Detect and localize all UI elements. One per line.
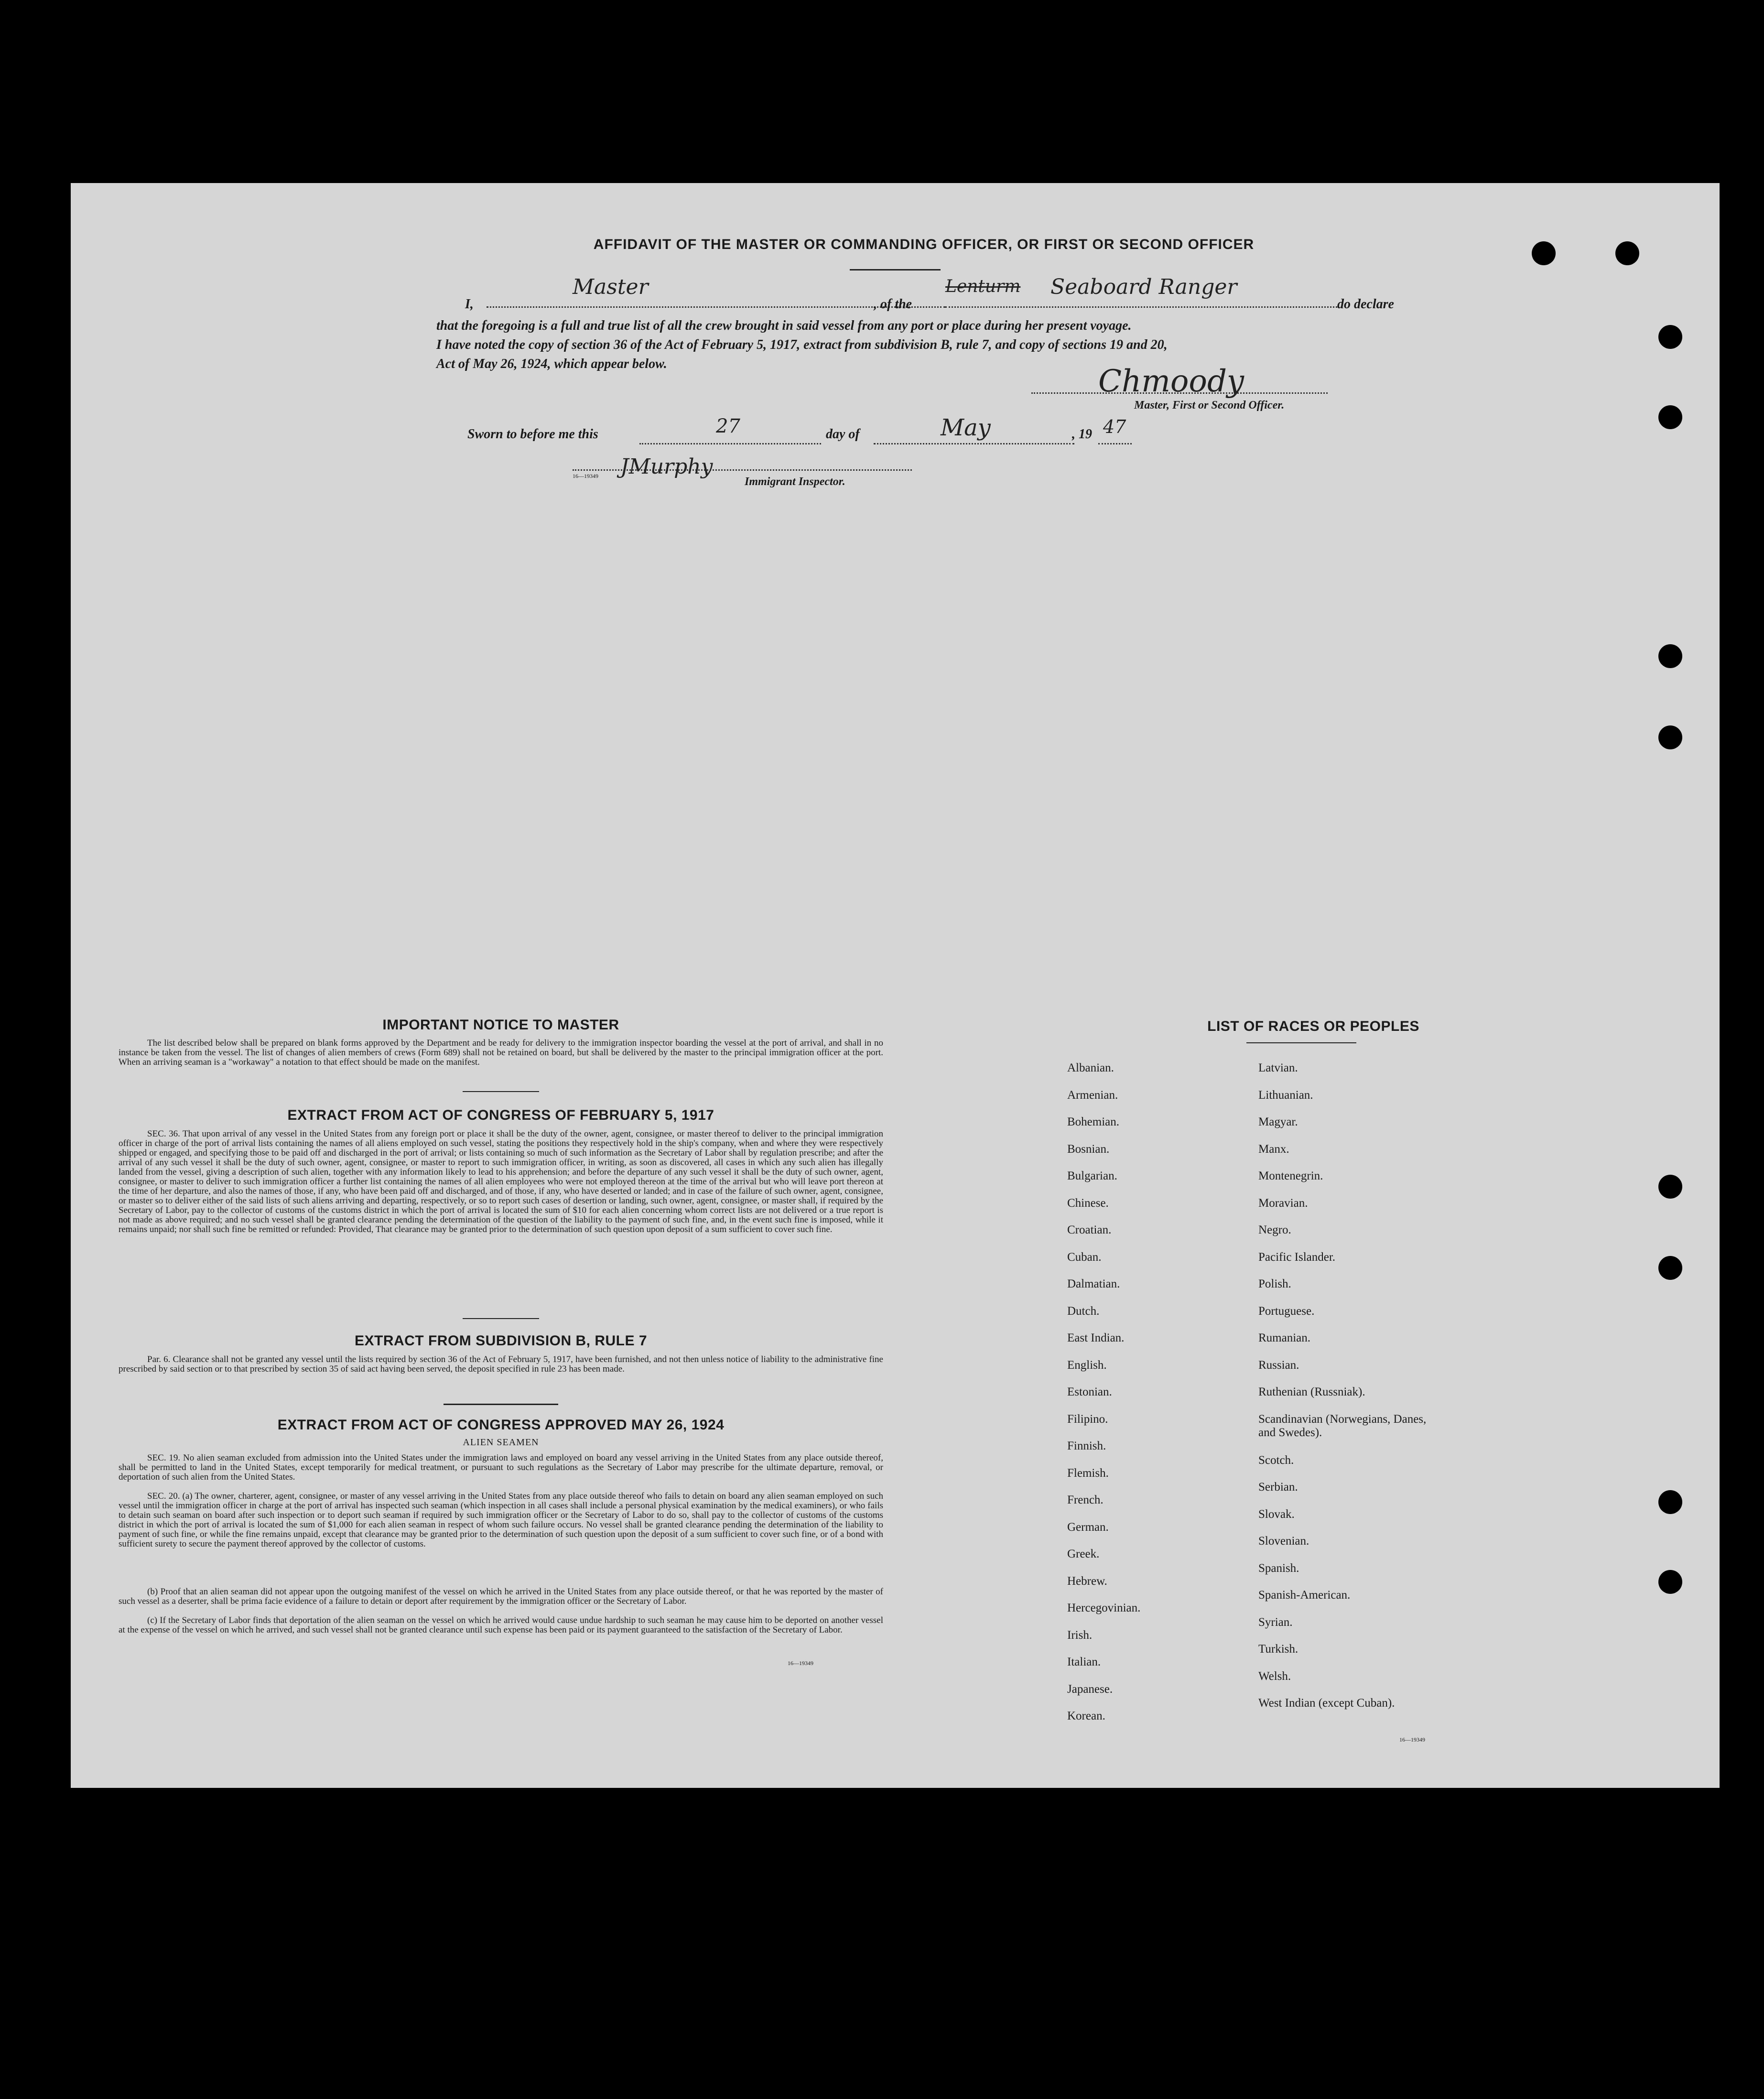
notice-title: IMPORTANT NOTICE TO MASTER <box>382 1017 619 1033</box>
punch-hole <box>1658 325 1682 349</box>
race-item: Hebrew. <box>1067 1574 1107 1588</box>
extract-form-number: 16—19349 <box>788 1660 813 1666</box>
race-item: Magyar. <box>1258 1115 1298 1128</box>
affidavit-form-number: 16—19349 <box>573 473 598 479</box>
race-item: Dutch. <box>1067 1304 1100 1318</box>
race-item: Italian. <box>1067 1655 1101 1668</box>
race-item: Turkish. <box>1258 1643 1299 1655</box>
punch-hole <box>1658 1175 1682 1199</box>
races-title: LIST OF RACES OR PEOPLES <box>1207 1018 1419 1034</box>
race-item: Finnish. <box>1067 1439 1106 1452</box>
punch-hole <box>1615 241 1639 265</box>
race-item: Slovak. <box>1258 1507 1295 1521</box>
race-item: Serbian. <box>1258 1481 1298 1493</box>
manifest-page <box>71 183 1720 1788</box>
race-item: Montenegrin. <box>1258 1169 1323 1182</box>
race-item: Japanese. <box>1067 1682 1113 1696</box>
sec-20a-body: SEC. 20. (a) The owner, charterer, agent, consignee, or master of any vessel arriving in the United States from any place outside thereof who fails to detain on board any alien seaman employed on such vessel until the immigration officer in charge at the port of arrival has inspected such seaman (which inspection in all cases shall include a personal physical examination by the medical examiners), or who fails to detain such seaman on board after such inspection or to deport such seaman if required by such immigration officer or the Secretary of Labor to do so, shall pay to the collector of customs of the customs district in which the port of arrival is located the sum of $1,000 for each alien seaman in respect of whom such failure occurs. No vessel shall be granted clearance pending the determination of the liability to payment of such fine, or while the fine remains unpaid, except that clearance may be granted prior to the determination of such question upon the deposit of a sum sufficient to cover such fine, or of a bond with sufficient surety to secure the payment thereof approved by the collector of customs. <box>119 1491 883 1549</box>
sec-19-body: SEC. 19. No alien seaman excluded from admission into the United States under the immigration laws and employed on board any vessel arriving in the United States from any place outside thereof, shall be permitted to land in the United States, except temporarily for medical treatment, or pursuant to such regulations as the Secretary of Labor may prescribe for the ultimate departure, removal, or deportation of such alien from the United States. <box>119 1453 883 1482</box>
races-right-column <box>1258 1061 1459 1724</box>
races-form-number: 16—19349 <box>1399 1736 1425 1743</box>
alien-seamen-subtitle: ALIEN SEAMEN <box>463 1437 539 1448</box>
race-item: Scotch. <box>1258 1453 1294 1467</box>
punch-hole <box>1532 241 1556 265</box>
race-item: Ruthenian (Russniak). <box>1258 1385 1365 1398</box>
inspector-signature: JMurphy <box>620 454 713 479</box>
punch-hole <box>1658 1256 1682 1280</box>
race-item: Flemish. <box>1067 1466 1109 1480</box>
race-item: Croatian. <box>1067 1223 1112 1236</box>
sworn-label: Sworn to before me this <box>467 427 598 442</box>
affidavit-title: AFFIDAVIT OF THE MASTER OR COMMANDING OFFICER, OR FIRST OR SECOND OFFICER <box>593 237 1255 252</box>
race-item: Hercegovinian. <box>1067 1601 1141 1614</box>
rule7-body: Par. 6. Clearance shall not be granted any vessel until the lists required by section 36 of the Act of February 5, 1917, have been furnished, and not then unless notice of liability to the administrative fine prescribed by said section or to that prescribed by section 35 of said act having been served, the deposit specified in rule 23 has been made. <box>119 1354 883 1374</box>
race-item: Irish. <box>1067 1628 1093 1642</box>
punch-hole <box>1658 725 1682 749</box>
race-item: Negro. <box>1258 1223 1291 1236</box>
inspector-caption: Immigrant Inspector. <box>745 476 845 488</box>
officer-caption: Master, First or Second Officer. <box>1134 399 1285 411</box>
title-rule <box>850 269 941 270</box>
race-item: Cuban. <box>1067 1250 1102 1264</box>
notice-body: The list described below shall be prepared on blank forms approved by the Department and be ready for delivery to the immigration inspector boarding the vessel at the port of arrival, and shall in no instance be taken from the vessel. The list of changes of alien members of crews (Form 689) shall not be retained on board, but shall be delivered by the master to the principal immigration officer at the port. When an arriving seaman is a "workaway" a notation to that effect should be made on the manifest. <box>119 1038 883 1067</box>
affidavit-line-3: I have noted the copy of section 36 of the Act of February 5, 1917, extract from subdivision B, rule 7, and copy of sections 19 and 20, <box>436 337 1168 352</box>
race-item: Slovenian. <box>1258 1535 1309 1547</box>
sworn-year-handwritten: 47 <box>1103 416 1126 437</box>
race-item: Greek. <box>1067 1547 1100 1560</box>
rule-1 <box>463 1091 539 1092</box>
extract-1917-body: SEC. 36. That upon arrival of any vessel in the United States from any foreign port or place it shall be the duty of the owner, agent, consignee, or master thereof to deliver to the principal immigration officer in charge of the port of arrival lists containing the names of all aliens employed on such vessel, stating the positions they respectively hold in the ship's company, when and where they were respectively shipped or engaged, and specifying those to be paid off and discharged in the port of arrival; or lists containing so much of such information as the Secretary of Labor shall by regulation prescribe; and after the arrival of any such vessel it shall be the duty of such owner, agent, consignee, or master to report to such immigration officer, in writing, as soon as discovered, all cases in which any such alien has illegally landed from the vessel, giving a description of such alien, together with any information likely to lead to his apprehension; and before the departure of any such vessel it shall be the duty of such owner, agent, consignee, or master to deliver to such immigration officer a further list containing the names of all alien employees who were not employed thereon at the time of the arrival but who will leave port thereon at the time of her departure, and also the names of those, if any, who have been paid off and discharged, and of those, if any, who have deserted or landed; and in case of the failure of such owner, agent, consignee, or master so to deliver either of the said lists of such aliens arriving and departing, respectively, or so to report such cases of desertion or landing, such owner, agent, consignee, or master shall, if required by the Secretary of Labor, pay to the collector of customs of the customs district in which the port of arrival is located the sum of $10 for each alien concerning whom correct lists are not delivered or a true report is not made as above required; and no such vessel shall be granted clearance pending the determination of the question of the liability to the payment of such fine, and, in the event such fine is imposed, while it remains unpaid; nor shall such fine be remitted or refunded: Provided, That clearance may be granted prior to the determination of such question upon deposit of a sum sufficient to cover such fine. <box>119 1129 883 1234</box>
extract-1924-title: EXTRACT FROM ACT OF CONGRESS APPROVED MAY 26, 1924 <box>277 1417 725 1433</box>
race-item: Chinese. <box>1067 1196 1109 1210</box>
affidavit-i-label: I, <box>465 297 474 312</box>
vessel-struck-handwritten: Lenturm <box>945 277 1021 296</box>
affidavit-line-4: Act of May 26, 1924, which appear below. <box>436 357 667 371</box>
sec-20b-body: (b) Proof that an alien seaman did not appear upon the outgoing manifest of the vessel on which he arrived in the United States from any place outside thereof, or that he was reported by the master of such vessel as a deserter, shall be prima facie evidence of a failure to detain or deport after requirement by the immigration officer or the Secretary of Labor. <box>119 1587 883 1606</box>
race-item: Portuguese. <box>1258 1304 1315 1318</box>
race-item: Welsh. <box>1258 1669 1291 1683</box>
punch-hole <box>1658 1490 1682 1514</box>
race-item: West Indian (except Cuban). <box>1258 1697 1395 1709</box>
sworn-month-handwritten: May <box>941 414 991 441</box>
rule-3 <box>444 1404 558 1405</box>
affidavit-line-2: that the foregoing is a full and true list of all the crew brought in said vessel from any port or place during her present voyage. <box>436 318 1132 333</box>
race-item: Russian. <box>1258 1358 1299 1372</box>
master-name-handwritten: Master <box>573 275 649 299</box>
race-item: Bohemian. <box>1067 1115 1120 1128</box>
race-item: Latvian. <box>1258 1061 1298 1074</box>
race-item: Dalmatian. <box>1067 1277 1120 1290</box>
race-item: English. <box>1067 1358 1107 1372</box>
sec-20c-body: (c) If the Secretary of Labor finds that deportation of the alien seaman on the vessel on which he arrived would cause undue hardship to such seaman he may cause him to be deported on another vessel at the expense of the vessel on which he arrived, and such vessel shall not be granted clearance until such expense has been paid or its payment guaranteed to the satisfaction of the Secretary of Labor. <box>119 1615 883 1635</box>
punch-hole <box>1658 644 1682 668</box>
race-item: German. <box>1067 1520 1109 1534</box>
race-item: Spanish. <box>1258 1561 1299 1575</box>
race-item: Rumanian. <box>1258 1331 1311 1344</box>
rule7-title: EXTRACT FROM SUBDIVISION B, RULE 7 <box>354 1333 648 1349</box>
race-item: Moravian. <box>1258 1196 1308 1210</box>
race-item: Lithuanian. <box>1258 1088 1313 1102</box>
race-item: Albanian. <box>1067 1061 1114 1074</box>
race-item: Bosnian. <box>1067 1142 1110 1156</box>
races-left-column <box>1067 1061 1225 1737</box>
of-the-label: , of the <box>874 297 912 312</box>
vessel-name-handwritten: Seaboard Ranger <box>1050 275 1237 299</box>
races-rule <box>1246 1042 1356 1043</box>
race-item: Korean. <box>1067 1709 1105 1722</box>
year-prefix: , 19 <box>1072 427 1092 442</box>
punch-hole <box>1658 1570 1682 1594</box>
race-item: Armenian. <box>1067 1088 1118 1102</box>
declare-label: do declare <box>1337 297 1394 312</box>
sworn-day-handwritten: 27 <box>716 415 740 437</box>
race-item: Syrian. <box>1258 1615 1293 1629</box>
race-item: Bulgarian. <box>1067 1169 1117 1182</box>
punch-hole <box>1658 405 1682 429</box>
race-item: French. <box>1067 1493 1104 1506</box>
race-item: Estonian. <box>1067 1385 1112 1398</box>
race-item: Spanish-American. <box>1258 1589 1351 1601</box>
race-item: Polish. <box>1258 1277 1291 1290</box>
day-of-label: day of <box>826 427 860 442</box>
race-item: Manx. <box>1258 1142 1289 1156</box>
extract-1917-title: EXTRACT FROM ACT OF CONGRESS OF FEBRUARY 5, 1917 <box>287 1107 714 1123</box>
race-item: Filipino. <box>1067 1412 1108 1426</box>
race-item: East Indian. <box>1067 1331 1125 1344</box>
race-item: Pacific Islander. <box>1258 1250 1336 1264</box>
rule-2 <box>463 1318 539 1319</box>
officer-signature: Chmoody <box>1098 364 1245 399</box>
race-item: Scandinavian (Norwegians, Danes, and Swedes). <box>1258 1412 1427 1439</box>
